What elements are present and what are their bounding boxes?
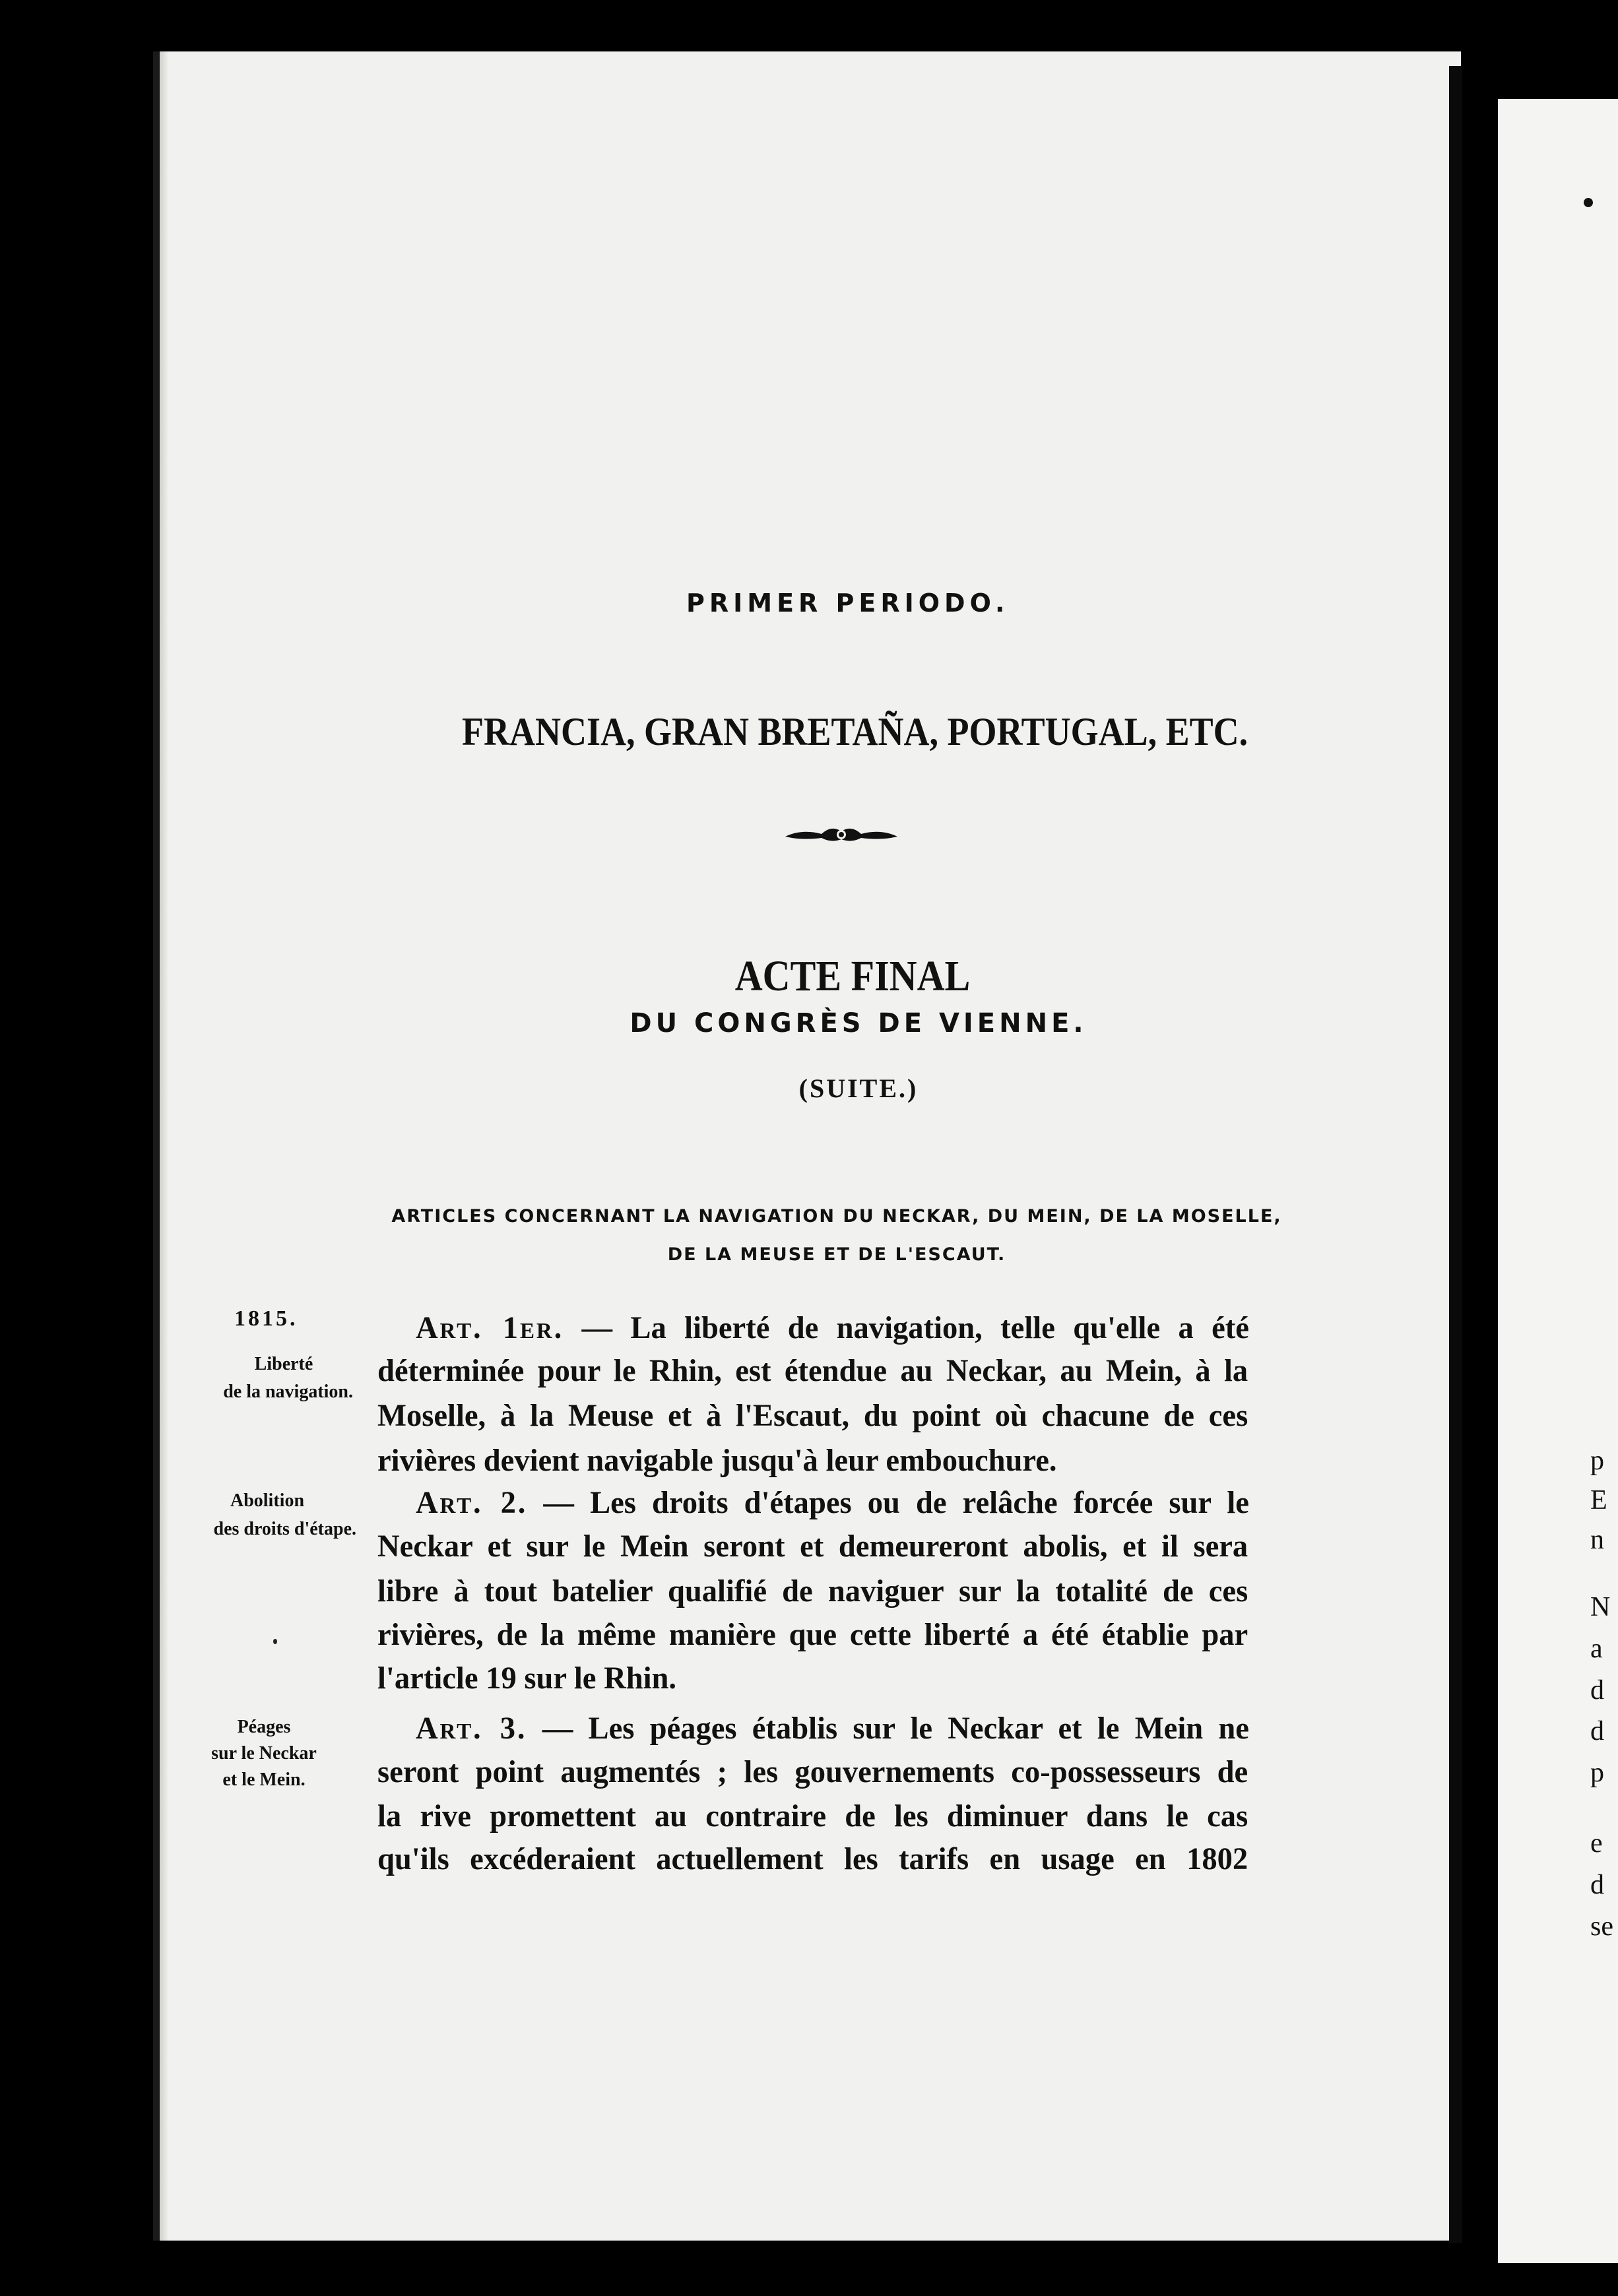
article-text: — La liberté de navigation, telle qu'elle a été [581,1310,1249,1345]
margin-note-line: et le Mein. [222,1770,306,1790]
binding-divider [1449,66,1462,2243]
margin-note-line: des droits d'étape. [213,1519,356,1539]
article-line: la rive promettent au contraire de les diminuer dans le cas [377,1799,1248,1834]
section-heading-line: DE LA MEUSE ET DE L'ESCAUT. [667,1244,1006,1265]
article-line: l'article 19 sur le Rhin. [377,1661,677,1696]
countries-heading: FRANCIA, GRAN BRETAÑA, PORTUGAL, ETC. [462,710,1248,753]
margin-note-line: sur le Neckar [211,1743,317,1764]
article-line: libre à tout batelier qualifié de naviguer sur la totalité de ces [377,1574,1248,1609]
page-edge-shadow [160,51,169,2241]
facing-text-fragment: d [1590,1675,1604,1706]
facing-text-fragment: n [1590,1525,1604,1555]
ink-speck [273,1639,277,1644]
margin-note-liberte [188,1379,353,1405]
margin-note-line: Abolition [230,1490,305,1511]
margin-note-abolition [178,1516,356,1543]
article-label: Art. 3. [416,1711,527,1746]
period-heading: PRIMER PERIODO. [686,589,1010,618]
facing-page-fragment [1498,99,1618,2263]
continuation-label: (SUITE.) [798,1073,919,1103]
document-title: ACTE FINAL [734,952,971,1000]
article-label: Art. 2. [416,1485,528,1520]
article-text: — Les droits d'étapes ou de relâche forcée sur le [543,1485,1249,1520]
facing-text-fragment: a [1590,1634,1603,1664]
article-line: qu'ils excéderaient actuellement les tarifs en usage en 1802 [377,1841,1248,1876]
margin-note-line: Liberté [254,1354,313,1374]
article-text: — Les péages établis sur le Neckar et le Mein ne [542,1711,1249,1746]
section-heading-line: ARTICLES CONCERNANT LA NAVIGATION DU NECKAR, DU MEIN, DE LA MOSELLE, [391,1206,1282,1227]
facing-text-fragment: d [1590,1870,1604,1900]
article-line: Moselle, à la Meuse et à l'Escaut, du point où chacune de ces [377,1398,1248,1433]
article-line: rivières devient navigable jusqu'à leur embouchure. [377,1443,1057,1478]
article-line [416,1710,1249,1746]
facing-text-fragment: p [1590,1758,1604,1788]
document-subtitle: DU CONGRÈS DE VIENNE. [630,1008,1087,1038]
article-line: seront point augmentés ; les gouvernements co-possesseurs de [377,1754,1248,1789]
article-label: Art. 1er. [416,1310,564,1345]
facing-text-fragment: N [1590,1592,1611,1622]
article-line: déterminée pour le Rhin, est étendue au Neckar, au Mein, à la [377,1353,1248,1388]
decorative-flourish-icon [782,818,901,851]
margin-note-abolition [201,1488,333,1514]
scanned-page [153,51,1461,2241]
margin-note-line: de la navigation. [223,1382,353,1402]
facing-text-fragment: e [1590,1828,1603,1859]
article-line [416,1310,1249,1346]
margin-note-line: Péages [237,1717,291,1737]
article-line: Neckar et sur le Mein seront et demeureront abolis, et il sera [377,1529,1248,1564]
facing-text-fragment: d [1590,1716,1604,1746]
facing-text-fragment: p [1590,1446,1604,1476]
margin-note-liberte [218,1351,350,1378]
section-heading [388,1197,1285,1274]
facing-text-fragment: E [1590,1485,1607,1515]
margin-year: 1815. [234,1306,298,1331]
facing-text-fragment: se [1590,1911,1613,1942]
margin-note-peages [198,1714,330,1793]
article-line [416,1484,1249,1521]
article-line: rivières, de la même manière que cette liberté a été établie par [377,1617,1248,1652]
ink-dot [1584,198,1593,207]
